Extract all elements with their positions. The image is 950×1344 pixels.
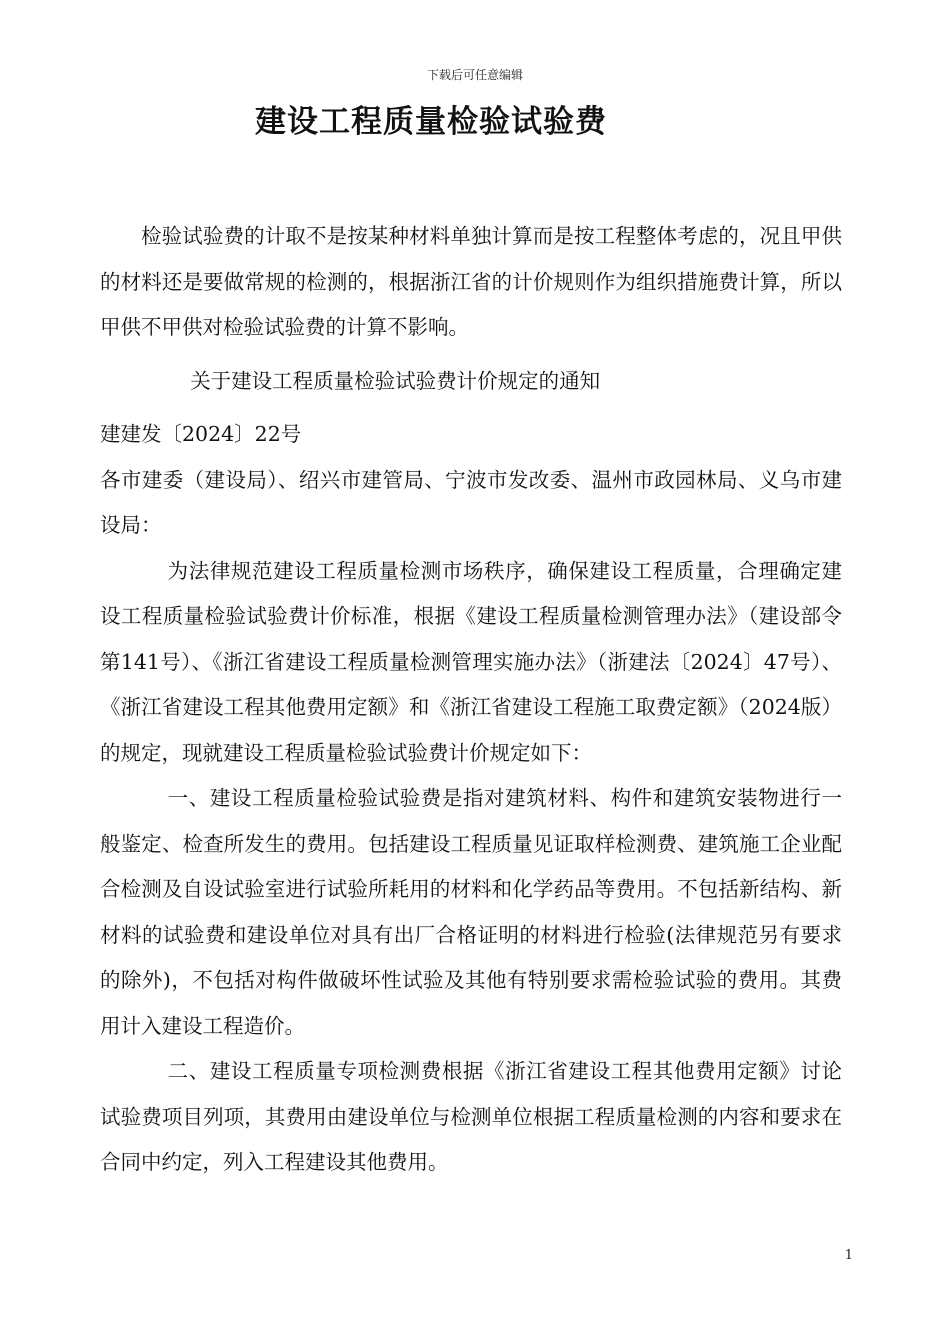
document-body [100, 214, 842, 1186]
header-note: 下载后可任意编辑 [426, 68, 523, 82]
clause-one-paragraph: 一、建设工程质量检验试验费是指对建筑材料、构件和建筑安装物进行一般鉴定、检查所发生的费用。包括建设工程质量见证取样检测费、建筑施工企业配合检测及自设试验室进行试验所耗用的材料和化学药品等费用。不包括新结构、新材料的试验费和建设单位对具有出厂合格证明的材料进行检验(法律规范另有要求的除外)，不包括对构件做破坏性试验及其他有特别要求需检验试验的费用。其费用计入建设工程造价。 [100, 786, 842, 1038]
preamble-paragraph: 为法律规范建设工程质量检测市场秩序，确保建设工程质量，合理确定建设工程质量检验试验费计价标准，根据《建设工程质量检测管理办法》（建设部令第141号）、《浙江省建设工程质量检测管理实施办法》（浙建法〔2024〕47号）、《浙江省建设工程其他费用定额》和《浙江省建设工程施工取费定额》（2024版）的规定，现就建设工程质量检验试验费计价规定如下： [100, 558, 842, 765]
clause-two-paragraph: 二、建设工程质量专项检测费根据《浙江省建设工程其他费用定额》讨论试验费项目列项，其费用由建设单位与检测单位根据工程质量检测的内容和要求在合同中约定，列入工程建设其他费用。 [100, 1059, 842, 1174]
document-number: 建建发〔2024〕22号 [100, 422, 302, 446]
recipients-line: 各市建委（建设局）、绍兴市建管局、宁波市发改委、温州市政园林局、义乌市建设局： [100, 467, 842, 537]
page-number: 1 [844, 1248, 853, 1263]
intro-paragraph: 检验试验费的计取不是按某种材料单独计算而是按工程整体考虑的，况且甲供的材料还是要做常规的检测的，根据浙江省的计价规则作为组织措施费计算，所以甲供不甲供对检验试验费的计算不影响。 [100, 224, 842, 339]
document-title: 建设工程质量检验试验费 [255, 104, 607, 140]
notice-title: 关于建设工程质量检验试验费计价规定的通知 [190, 368, 601, 393]
